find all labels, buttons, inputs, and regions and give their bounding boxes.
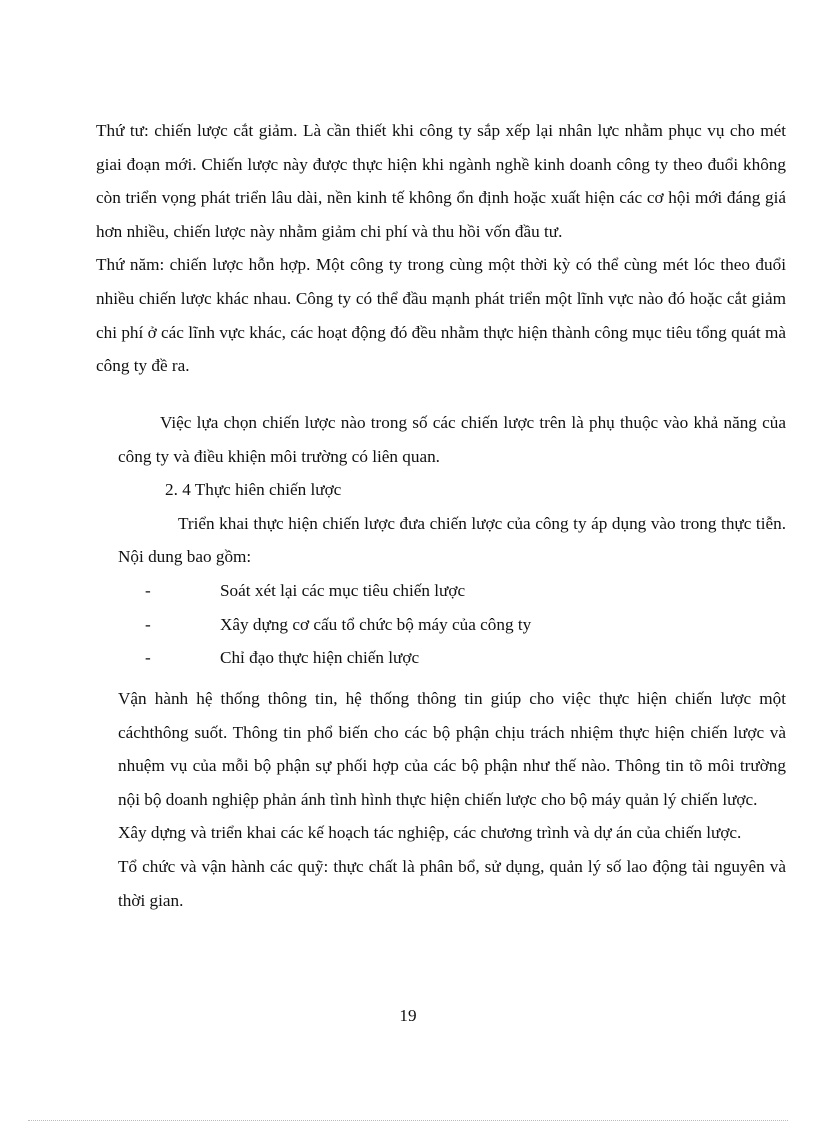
paragraph-strategy-selection: Việc lựa chọn chiến lược nào trong số các chiến lược trên là phụ thuộc vào khả năng của công ty và điều khiện môi trường có liên quan.	[118, 413, 786, 466]
paragraph-funds: Tổ chức và vận hành các quỹ: thực chất là phân bổ, sử dụng, quản lý số lao động tài nguyên và thời gian.	[118, 856, 786, 910]
list-item-text: Xây dựng cơ cấu tổ chức bộ máy của công ty	[220, 614, 532, 634]
section-heading: 2. 4 Thực hiên chiến lược	[165, 480, 342, 500]
list-bullet: -	[145, 580, 151, 600]
list-item	[118, 608, 786, 642]
paragraph-cut-strategy: Thứ tư: chiến lược cắt giảm. Là cần thiết khi công ty sắp xếp lại nhân lực nhằm phục vụ cho mét giai đoạn mới. Chiến lược này được thực hiện khi ngành nghề kinh doanh công ty theo đuổi không còn triển vọng phát triển lâu dài, nền kinh tế không ổn định hoặc xuất hiện các cơ hội mới đáng giá hơn nhiều, chiến lược này nhằm giảm chi phí và thu hồi vốn đầu tư.	[96, 121, 786, 241]
list-item-text: Chỉ đạo thực hiện chiến lược	[220, 648, 420, 668]
paragraph-implementation: Triển khai thực hiện chiến lược đưa chiến lược của công ty áp dụng vào trong thực tiễn. Nội dung bao gồm:	[118, 513, 786, 567]
list-bullet: -	[145, 614, 151, 634]
page-number: 19	[399, 1006, 417, 1025]
paragraph-information-system: Vận hành hệ thống thông tin, hệ thống thông tin giúp cho việc thực hiện chiến lược một cáchthông suốt. Thông tin phổ biến cho các bộ phận chịu trách nhiệm thực hiện chiến lược và nhuệm vụ của mỗi bộ phận sự phối hợp của các bộ phận như thế nào. Thông tin tõ môi trường nội bộ doanh nghiệp phản ánh tình hình thực hiện chiến lược cho bộ máy quản lý chiến lược.	[118, 689, 786, 809]
list-item	[118, 641, 786, 675]
paragraph-mixed-strategy: Thứ năm: chiến lược hỗn hợp. Một công ty trong cùng một thời kỳ có thể cùng mét lóc theo đuổi nhiều chiến lược khác nhau. Công ty có thể đầu mạnh phát triển một lĩnh vực nào đó hoặc cắt giảm chi phí ở các lĩnh vực khác, các hoạt động đó đều nhằm thực hiện thành công mục tiêu tổng quát mà công ty đề ra.	[96, 255, 786, 376]
middle-section	[118, 406, 786, 675]
list-item	[118, 574, 786, 608]
list-item-text: Soát xét lại các mục tiêu chiến lược	[220, 580, 466, 600]
page-bottom-rule	[28, 1120, 788, 1121]
paragraph-action-plans: Xây dựng và triển khai các kế hoạch tác nghiệp, các chương trình và dự án của chiến lược.	[118, 823, 742, 843]
list-bullet: -	[145, 648, 151, 668]
bottom-paragraphs	[118, 682, 786, 917]
implementation-list	[118, 574, 786, 675]
top-paragraphs	[96, 114, 786, 383]
